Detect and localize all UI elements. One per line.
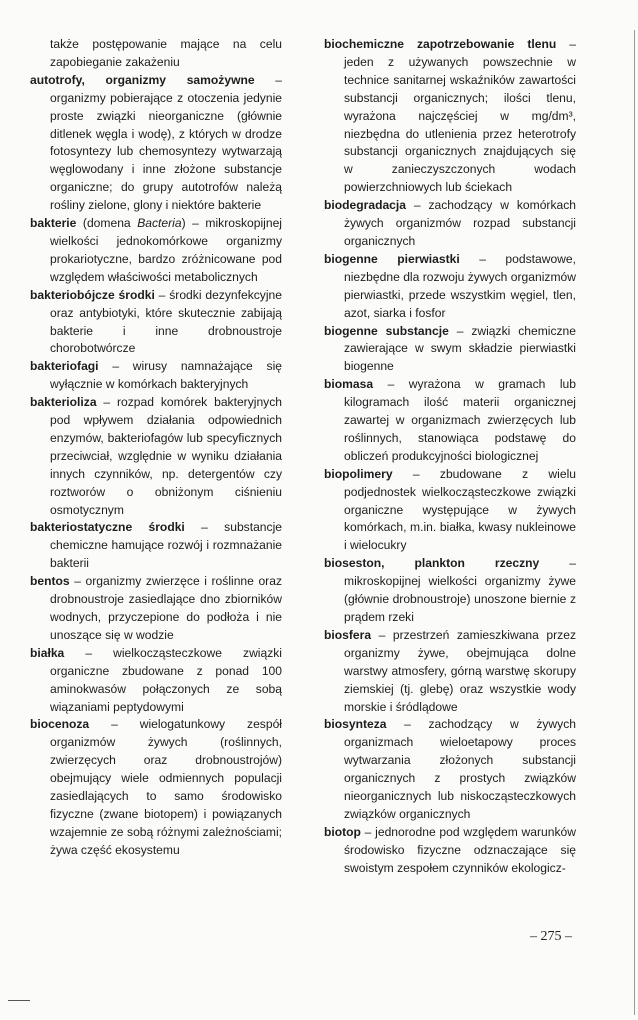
- entry-term: biogenne substancje: [324, 323, 449, 338]
- entry-continuation: [30, 36, 282, 72]
- entry-term: biosfera: [324, 627, 372, 642]
- entry-bentos: [30, 573, 282, 645]
- entry-definition: – mikroskopijnej wielkości organizmy żywe (głównie drobnoustroje) unoszone biernie z prądem rzeki: [344, 556, 577, 624]
- entry-term: biotop: [324, 824, 361, 839]
- entry-term: biodegradacja: [324, 198, 406, 213]
- entry-bakteriostatyczne-srodki: [30, 519, 282, 573]
- entry-term: autotrofy, organizmy samożywne: [30, 72, 255, 87]
- left-column: [30, 36, 282, 860]
- entry-biomasa: [324, 376, 576, 466]
- entry-bakterie: [30, 215, 282, 287]
- entry-definition: – substancje chemiczne hamujące rozwój i rozmnażanie bakterii: [50, 520, 282, 571]
- entry-term: bentos: [30, 574, 70, 589]
- entry-biogenne-pierwiastki: [324, 251, 576, 323]
- entry-term: biogenne pierwiastki: [324, 251, 460, 266]
- entry-bialka: [30, 645, 282, 717]
- entry-definition: – wielkocząsteczkowe związki organiczne zbudowane z ponad 100 aminokwasów połączonych ze sobą wiązaniami peptydowymi: [50, 645, 282, 714]
- entry-definition: ) – mikroskopijnej wielkości jednokomórkowe organizmy prokariotyczne, bardzo zróżnicowane pod względem właściwości metabolicznych: [50, 216, 282, 284]
- entry-definition: także postępowanie mające na celu zapobieganie zakażeniu: [50, 37, 282, 69]
- entry-autotrofy-organizmy-samozywne: [30, 72, 282, 215]
- entry-definition: – jeden z używanych powszechnie w technice sanitarnej wskaźników zawartości substancji organicznych; ilości tlenu, wyrażona najczęściej w mg/dm³, niezbędna do utlenienia przez heterotrofy substancji organicznych znajdujących się w zanieczyszczonych wodach powierzchniowych lub ściekach: [344, 37, 576, 195]
- entry-definition: – zbudowane z wielu podjednostek wielkocząsteczkowe związki organiczne występujące w żywych komórkach, m.in. białka, kwasy nukleinowe i wielocukry: [344, 466, 576, 553]
- page-number: – 275 –: [530, 929, 572, 944]
- entry-biotop: [324, 824, 576, 878]
- entry-definition: – środki dezynfekcyjne oraz antybiotyki, które skutecznie zabijają bakterie i inne drobnoustroje chorobotwórcze: [50, 287, 282, 356]
- entry-term: biopolimery: [324, 466, 393, 481]
- entry-definition: – przestrzeń zamieszkiwana przez organizmy żywe, obejmująca dolne warstwy atmosfery, górną warstwę skorupy ziemskiej (tj. glebę) oraz wszystkie wody morskie i śródlądowe: [344, 627, 576, 714]
- entry-definition: – organizmy zwierzęce i roślinne oraz drobnoustroje zasiedlające dno zbiorników wodnych, przyczepione do podłoża i nie unoszące się w wodzie: [50, 574, 282, 642]
- page-edge-line: [634, 30, 635, 1015]
- entry-term: białka: [30, 645, 65, 660]
- entry-bakteriobojcze-srodki: [30, 287, 282, 359]
- entry-bioseston-plankton-rzeczny: [324, 555, 576, 627]
- entry-term: bakterie: [30, 216, 77, 231]
- entry-term: bioseston, plankton rzeczny: [324, 556, 540, 571]
- entry-definition-prefix: (domena: [76, 216, 138, 231]
- entry-definition: – wyrażona w gramach lub kilogramach ilość materii organicznej zawartej w organizmach zwierzęcych lub roślinnych, stanowiąca podstawę do obliczeń produkcyjności biologicznej: [344, 377, 576, 463]
- entry-bakteriofagi: [30, 358, 282, 394]
- entry-term: biochemiczne zapotrzebowanie tlenu: [324, 37, 557, 51]
- entry-term: bakterioliza: [30, 395, 97, 410]
- entry-term: biomasa: [324, 377, 374, 392]
- entry-definition: – wirusy namnażające się wyłącznie w komórkach bakteryjnych: [50, 359, 282, 392]
- entry-biopolimery: [324, 466, 576, 556]
- entry-biosynteza: [324, 716, 576, 823]
- entry-term: bakteriobójcze środki: [30, 287, 155, 302]
- entry-bakterioliza: [30, 394, 282, 519]
- entry-biogenne-substancje: [324, 323, 576, 377]
- entry-term: bakteriostatyczne środki: [30, 520, 185, 535]
- entry-definition: – zachodzący w żywych organizmach wieloetapowy proces wytwarzania złożonych substancji organicznych z prostych związków nieorganicznych lub niskocząsteczkowych związków organicznych: [344, 717, 576, 821]
- entry-definition: – jednorodne pod względem warunków środowisko fizyczne odznaczające się swoistym zespołem czynników ekologicz-: [344, 824, 576, 875]
- entry-definition: – organizmy pobierające z otoczenia jedynie proste związki nieorganiczne (głównie ditlenek węgla i wodę), z których w drodze fotosyntezy lub chemosyntezy wytwarzają węglowodany i inne złożone substancje organiczne; do grupy autotrofów należą rośliny zielone, glony i niektóre bakterie: [50, 72, 282, 213]
- entry-biochemiczne-zapotrzebowanie-tlenu: [324, 36, 576, 197]
- entry-biodegradacja: [324, 197, 576, 251]
- entry-definition: – rozpad komórek bakteryjnych pod wpływem działania odpowiednich enzymów, bakteriofagów lub specyficznych przeciwciał, względnie w wyniku działania innych czynników, np. detergentów czy roztworów o obniżonym ciśnieniu osmotycznym: [50, 395, 282, 517]
- entry-biosfera: [324, 627, 576, 717]
- entry-definition: – podstawowe, niezbędne dla rozwoju żywych organizmów pierwiastki, przede wszystkim węgiel, tlen, azot, siarka i fosfor: [344, 251, 576, 320]
- right-column: [324, 36, 576, 878]
- crop-mark: [8, 1000, 30, 1001]
- entry-definition: – zachodzący w komórkach żywych organizmów rozpad substancji organicznych: [344, 198, 576, 248]
- entry-definition: – związki chemiczne zawierające w swym składzie pierwiastki biogenne: [344, 323, 576, 374]
- entry-latin-name: Bacteria: [137, 216, 182, 231]
- entry-biocenoza: [30, 716, 282, 859]
- entry-term: biosynteza: [324, 717, 387, 732]
- entry-definition: – wielogatunkowy zespół organizmów żywych (roślinnych, zwierzęcych oraz drobnoustrojów) obejmujący wiele odmiennych populacji zasiedlających to samo środowisko fizyczne (zwane biotopem) i powiązanych wzajemnie ze sobą różnymi zależnościami; żywa część ekosystemu: [50, 717, 282, 857]
- entry-term: biocenoza: [30, 717, 90, 732]
- entry-term: bakteriofagi: [30, 359, 99, 374]
